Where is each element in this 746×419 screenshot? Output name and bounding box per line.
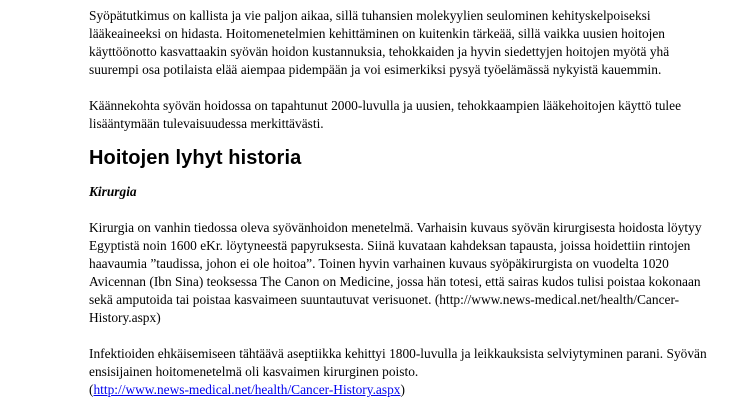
source-link[interactable]: http://www.news-medical.net/health/Cancer-History.aspx (93, 382, 401, 397)
subheading-surgery: Kirurgia (89, 184, 137, 199)
intro-paragraph-1: Syöpätutkimus on kallista ja vie paljon aikaa, sillä tuhansien molekyylien seulominen kehityskelpoiseksi lääkeaineeksi on hidasta. Hoitomenetelmien kehittäminen on kuitenkin tärkeää, sillä vaikka uusien hoitojen käyttöönotto kasvattaakin syövän hoidon kustannuksia, tehokkaiden ja hyvin siedettyjen hoitojen myötä yhä suurempi osa potilaista elää aiempaa pidempään ja voi esimerkiksi pysyä työelämässä nykyistä kauemmin. (89, 8, 670, 77)
document-page (89, 7, 709, 399)
surgery-paragraph-2-text: Infektioiden ehkäisemiseen tähtäävä aseptiikka kehittyi 1800-luvulla ja leikkauksista selviytyminen parani. Syövän ensisijainen hoitomenetelmä oli kasvaimen kirurginen poisto. (89, 346, 707, 379)
source-close-paren: ) (400, 382, 405, 397)
surgery-paragraph-2 (89, 345, 709, 399)
surgery-paragraph-1: Kirurgia on vanhin tiedossa oleva syövänhoidon menetelmä. Varhaisin kuvaus syövän kirurgisesta hoidosta löytyy Egyptistä noin 1600 eKr. löytyneestä papyruksesta. Siinä kuvataan kahdeksan tapausta, joissa hoidettiin rintojen haavaumia ”taudissa, johon ei ole hoitoa”. Toinen hyvin varhainen kuvaus syöpäkirurgista on vuodelta 1020 Avicennan (Ibn Sina) teoksessa The Canon on Medicine, jossa hän totesi, että sairas kudos tulisi poistaa kokonaan sekä amputoida tai poistaa kasvaimeen suuntautuvat verisuonet. (http://www.news-medical.net/health/Cancer-History.aspx) (89, 220, 702, 325)
source-open-paren: ( (89, 382, 94, 397)
section-heading: Hoitojen lyhyt historia (89, 147, 302, 169)
intro-paragraph-2: Käännekohta syövän hoidossa on tapahtunut 2000-luvulla ja uusien, tehokkaampien lääkehoitojen käyttö tulee lisääntymään tulevaisuudessa merkittävästi. (89, 98, 682, 131)
